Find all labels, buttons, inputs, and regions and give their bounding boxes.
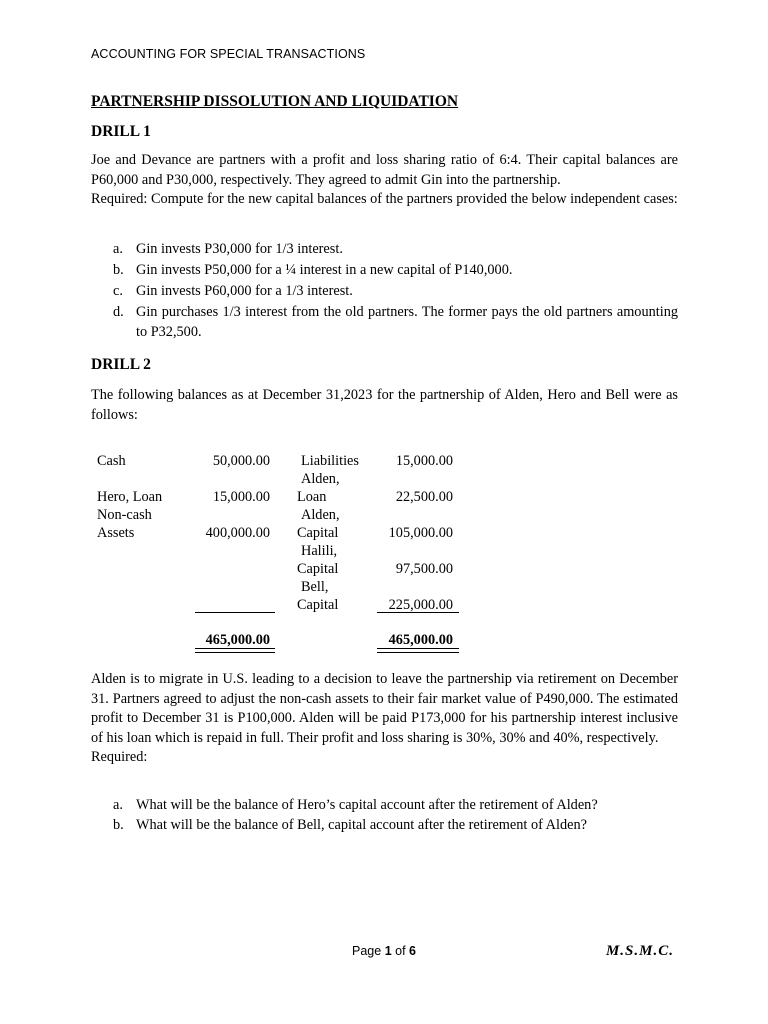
subtotal-rule [377,612,459,613]
page-total: 6 [409,944,416,958]
drill2-narrative-text: Alden is to migrate in U.S. leading to a decision to leave the partnership via retirement on December 31. Partners agreed to adjust the non-cash assets to their fair market value of P490,000. The estimated profit to December 31 is P100,000. Alden will be paid P173,000 for his partnership interest inclusive of his loan which is repaid in full. Their profit and loss sharing is 30%, 30% and 40%, respectively. [91,671,678,746]
document-title: PARTNERSHIP DISSOLUTION AND LIQUIDATION [91,93,459,110]
bs-left-label: Hero, Loan [97,489,163,505]
list-marker: a. [113,241,123,257]
list-marker: b. [113,816,124,833]
list-marker: c. [113,283,123,300]
bs-left-amount: 400,000.00 [205,525,270,541]
bs-left-label: Non-cash [97,507,152,523]
author-initials: M.S.M.C. [605,943,674,959]
list-item [91,816,678,836]
drill2-required: Required: [91,749,148,766]
list-item-text: Gin invests P30,000 for 1/3 interest. [136,241,343,257]
drill1-intro [91,151,678,210]
drill1-cases [91,240,678,344]
bs-total-right: 465,000.00 [388,632,453,648]
drill1-required: Required: Compute for the new capital balances of the partners provided the below independent cases: [91,191,678,208]
bs-left-label: Cash [97,453,126,469]
drill2-questions [91,796,678,835]
bs-right-label: Loan [297,489,327,505]
list-marker: d. [113,304,124,321]
bs-left-amount: 15,000.00 [212,489,270,505]
bs-right-label: Bell, [301,579,329,595]
bs-total-left: 465,000.00 [205,632,270,648]
list-item-text: What will be the balance of Bell, capital account after the retirement of Alden? [136,816,587,833]
page-prefix: Page [352,944,385,958]
bs-right-label: Halili, [301,543,338,559]
bs-right-label: Alden, [301,507,340,523]
bs-right-amount: 225,000.00 [388,597,453,613]
total-double-rule [377,648,459,653]
bs-right-label: Capital [297,597,339,613]
bs-right-label: Liabilities [301,453,359,469]
list-item [91,282,678,302]
bs-right-amount: 105,000.00 [388,525,453,541]
list-item-text: Gin invests P50,000 for a ¼ interest in a new capital of P140,000. [136,262,513,279]
bs-right-label: Capital [297,561,339,577]
subtotal-rule [195,612,275,613]
list-marker: a. [113,797,123,813]
list-marker: b. [113,262,124,279]
drill2-intro: The following balances as at December 31,2023 for the partnership of Alden, Hero and Bell were as follows: [91,387,678,423]
drill1-intro-text: Joe and Devance are partners with a profit and loss sharing ratio of 6:4. Their capital balances are P60,000 and P30,000, respectively. They agreed to admit Gin into the partnership. [91,152,678,188]
list-item [91,261,678,281]
list-item [91,303,678,342]
list-item [91,796,678,816]
document-header: ACCOUNTING FOR SPECIAL TRANSACTIONS [91,47,366,61]
bs-right-amount: 15,000.00 [395,453,453,469]
list-item-text: Gin invests P60,000 for a 1/3 interest. [136,283,353,300]
bs-left-amount: 50,000.00 [212,453,270,469]
drill2-narrative [91,670,678,768]
bs-right-amount: 22,500.00 [395,489,453,505]
drill2-heading: DRILL 2 [91,356,151,373]
total-double-rule [195,648,275,653]
bs-right-label: Alden, [301,471,340,487]
bs-left-label: Assets [97,525,135,541]
bs-right-label: Capital [297,525,339,541]
list-item-text: Gin purchases 1/3 interest from the old partners. The former pays the old partners amounting to P32,500. [136,304,678,340]
page-current: 1 [384,944,392,958]
list-item [91,240,678,260]
list-item-text: What will be the balance of Hero’s capital account after the retirement of Alden? [136,797,598,813]
drill1-heading: DRILL 1 [91,123,151,140]
bs-right-amount: 97,500.00 [395,561,453,577]
page-of: of [391,944,410,958]
